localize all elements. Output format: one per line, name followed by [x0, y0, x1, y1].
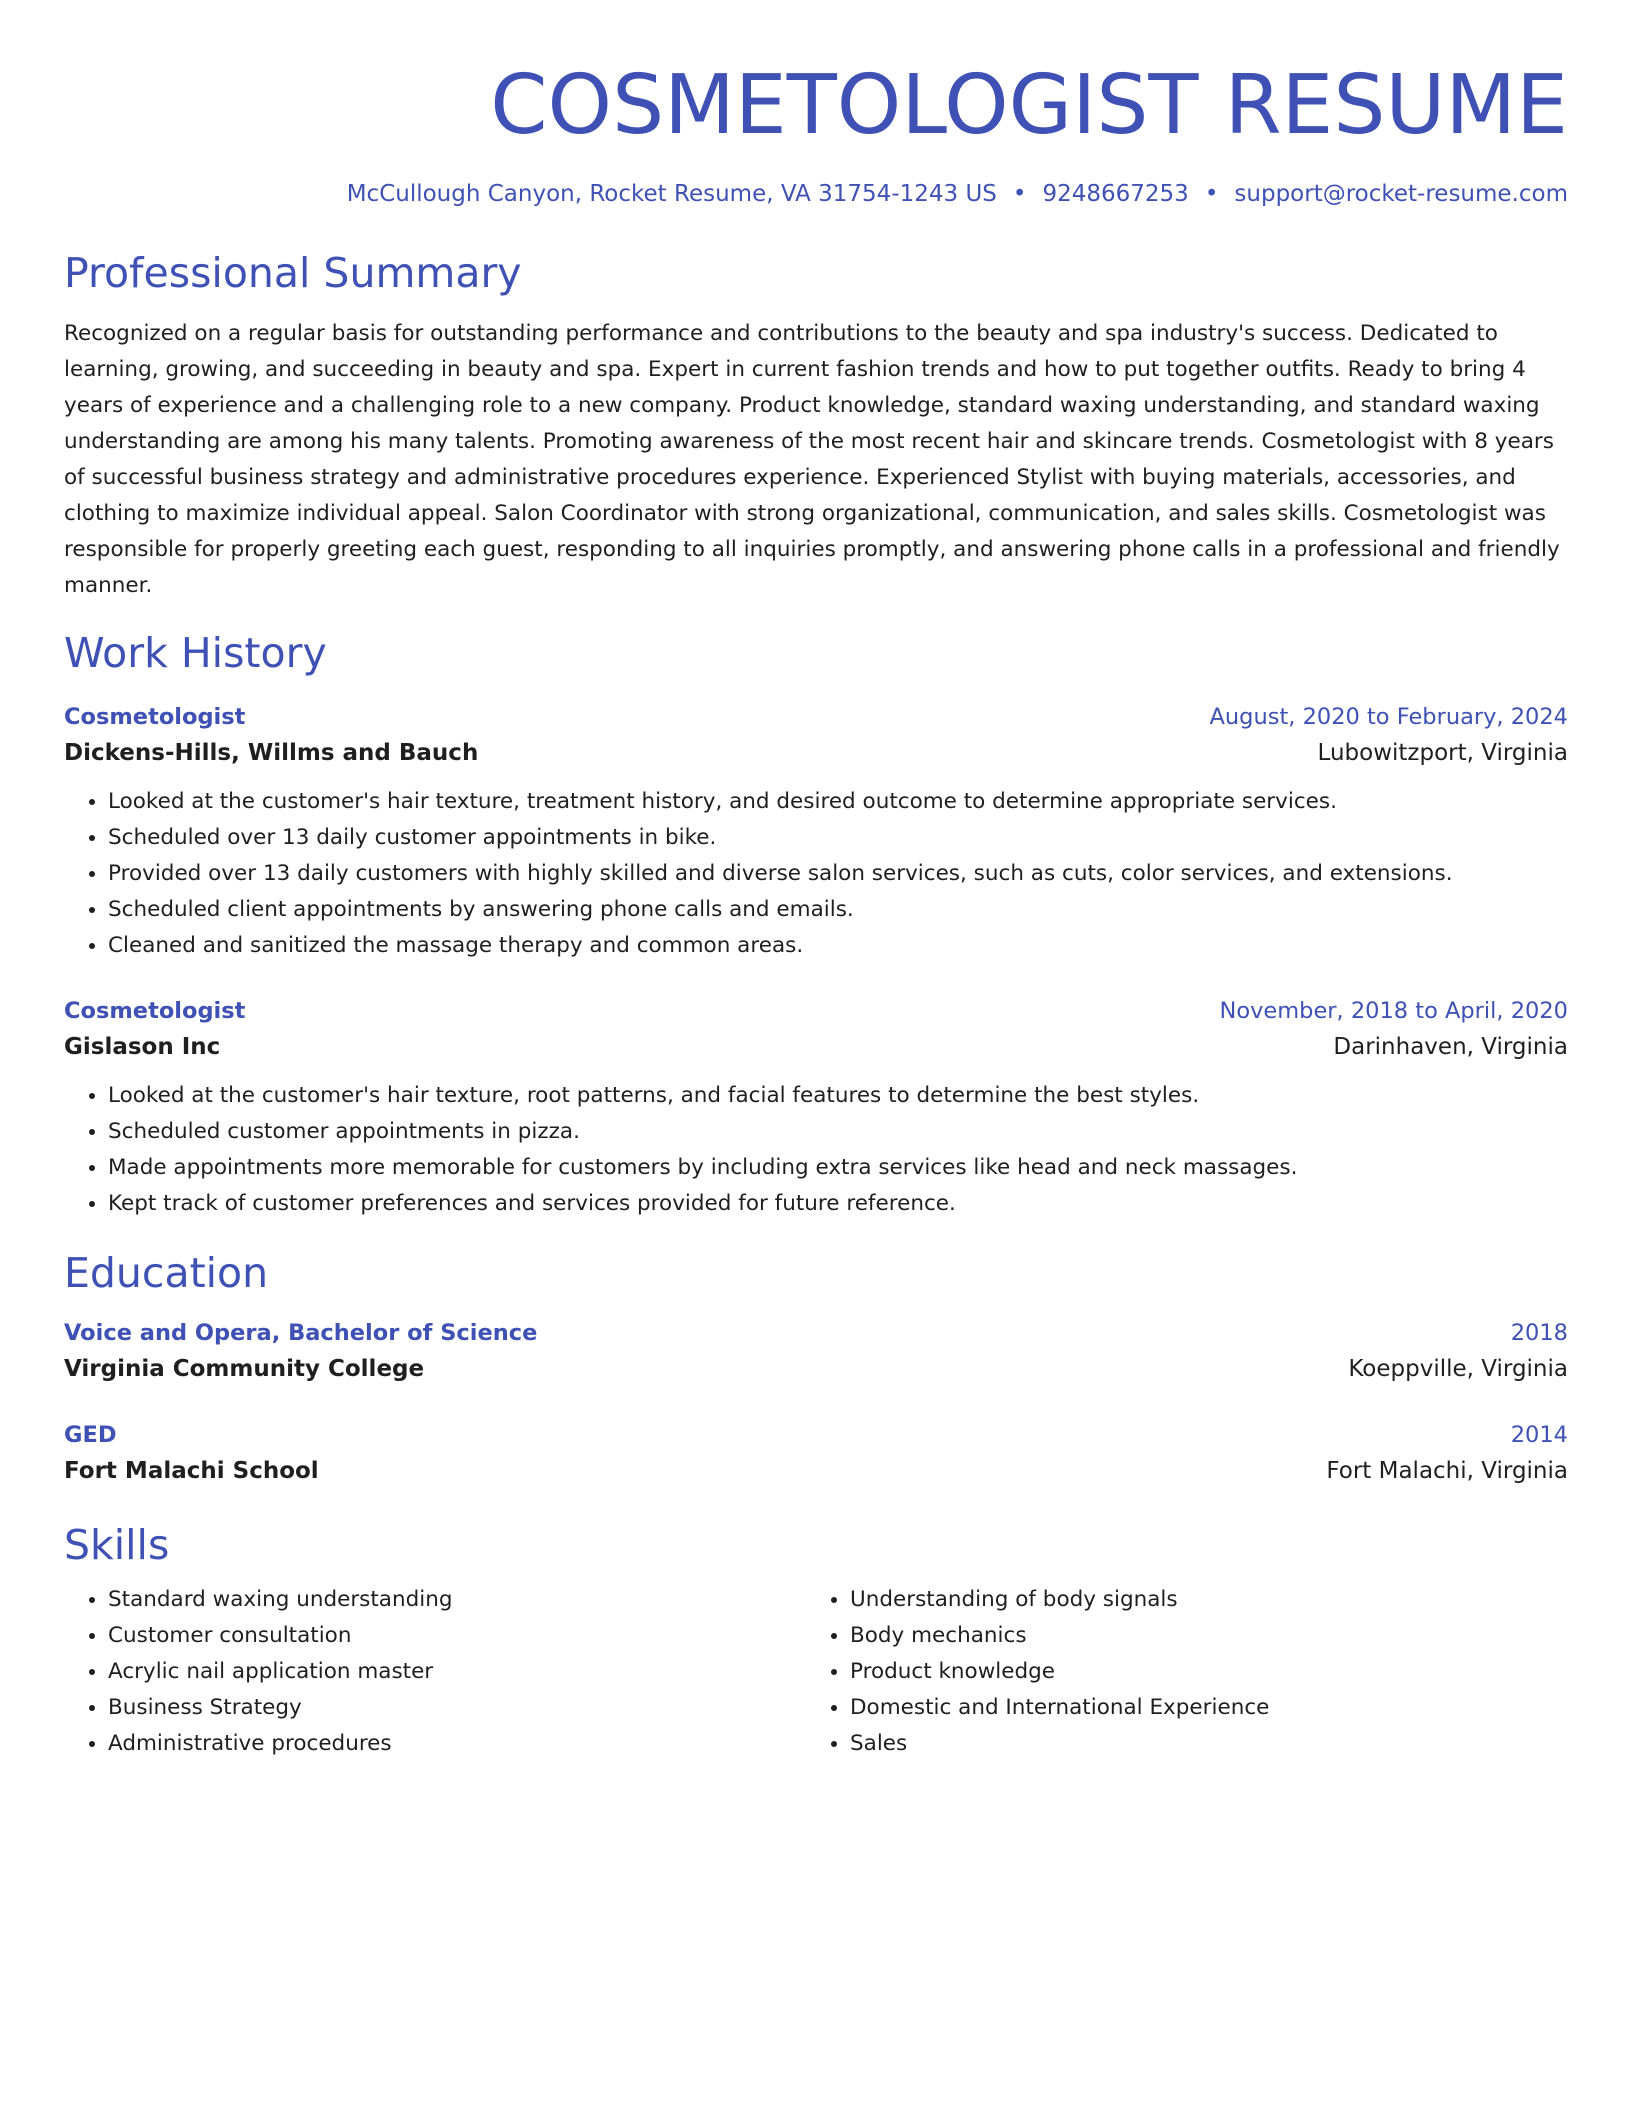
job-bullets: [64, 1078, 1568, 1222]
job-dates: August, 2020 to February, 2024: [1209, 704, 1568, 730]
work-history-heading: Work History: [64, 629, 327, 677]
education-heading: Education: [64, 1249, 269, 1297]
list-item: • Made appointments more memorable for customers by including extra services like head and neck massages.: [108, 1150, 1568, 1186]
job-bullets: [64, 784, 1568, 964]
list-item: • Scheduled over 13 daily customer appointments in bike.: [108, 820, 1568, 856]
education-location: Fort Malachi, Virginia: [1326, 1458, 1568, 1484]
job-title: Cosmetologist: [64, 704, 246, 730]
job-entry: [64, 700, 1568, 964]
list-item: • Cleaned and sanitized the massage therapy and common areas.: [108, 928, 1568, 964]
list-item: • Sales: [850, 1726, 1548, 1762]
skills-list: [64, 1582, 1568, 1762]
job-company-row: [64, 734, 1568, 772]
list-item: • Scheduled client appointments by answering phone calls and emails.: [108, 892, 1568, 928]
list-item: • Customer consultation: [108, 1618, 806, 1654]
education-school: Fort Malachi School: [64, 1458, 319, 1484]
education-entry: [64, 1418, 1568, 1490]
education-entry: [64, 1316, 1568, 1388]
list-item: • Administrative procedures: [108, 1726, 806, 1762]
job-location: Lubowitzport, Virginia: [1317, 740, 1568, 766]
resume-page: [64, 0, 1568, 1762]
education-location: Koeppville, Virginia: [1348, 1356, 1568, 1382]
education-degree-row: [64, 1418, 1568, 1452]
education-year: 2018: [1510, 1320, 1568, 1346]
contact-phone: 9248667253: [1042, 181, 1189, 207]
summary-text: Recognized on a regular basis for outstanding performance and contributions to the beauty and spa industry's success. Dedicated to learning, growing, and succeeding in beauty and spa. Expert in current fashion trends and how to put together outfits. Ready to bring 4 years of experience and a challenging role to a new company. Product knowledge, standard waxing understanding, and standard waxing understanding are among his many talents. Promoting awareness of the most recent hair and skincare trends. Cosmetologist with 8 years of successful business strategy and administrative procedures experience. Experienced Stylist with buying materials, accessories, and clothing to maximize individual appeal. Salon Coordinator with strong organizational, communication, and sales skills. Cosmetologist was responsible for properly greeting each guest, responding to all inquiries promptly, and answering phone calls in a professional and friendly manner.: [64, 321, 1560, 598]
list-item: • Looked at the customer's hair texture, treatment history, and desired outcome to determine appropriate services.: [108, 784, 1568, 820]
job-title: Cosmetologist: [64, 998, 246, 1024]
job-company: Dickens-Hills, Willms and Bauch: [64, 740, 479, 766]
education-degree: Voice and Opera, Bachelor of Science: [64, 1320, 538, 1346]
list-item: • Business Strategy: [108, 1690, 806, 1726]
education-year: 2014: [1510, 1422, 1568, 1448]
job-title-row: [64, 700, 1568, 734]
list-item: • Domestic and International Experience: [850, 1690, 1548, 1726]
job-dates: November, 2018 to April, 2020: [1219, 998, 1568, 1024]
list-item: • Kept track of customer preferences and services provided for future reference.: [108, 1186, 1568, 1222]
education-school-row: [64, 1452, 1568, 1490]
list-item: • Provided over 13 daily customers with highly skilled and diverse salon services, such as cuts, color services, and extensions.: [108, 856, 1568, 892]
contact-address: McCullough Canyon, Rocket Resume, VA 31754-1243 US: [346, 181, 997, 207]
contact-separator: •: [1012, 181, 1027, 207]
job-location: Darinhaven, Virginia: [1333, 1034, 1568, 1060]
job-company: Gislason Inc: [64, 1034, 221, 1060]
skills-column-right: [806, 1582, 1548, 1762]
list-item: • Acrylic nail application master: [108, 1654, 806, 1690]
contact-line: [64, 178, 1568, 210]
job-entry: [64, 994, 1568, 1222]
education-degree-row: [64, 1316, 1568, 1350]
education-school-row: [64, 1350, 1568, 1388]
resume-title: COSMETOLOGIST RESUME: [490, 58, 1568, 153]
list-item: • Understanding of body signals: [850, 1582, 1548, 1618]
list-item: • Scheduled customer appointments in pizza.: [108, 1114, 1568, 1150]
skills-column-left: [64, 1582, 806, 1762]
skills-heading: Skills: [64, 1521, 170, 1569]
list-item: • Standard waxing understanding: [108, 1582, 806, 1618]
summary-heading: Professional Summary: [64, 249, 522, 297]
contact-email: support@rocket-resume.com: [1234, 181, 1568, 207]
education-school: Virginia Community College: [64, 1356, 425, 1382]
education-degree: GED: [64, 1422, 117, 1448]
job-company-row: [64, 1028, 1568, 1066]
job-title-row: [64, 994, 1568, 1028]
list-item: • Looked at the customer's hair texture, root patterns, and facial features to determine the best styles.: [108, 1078, 1568, 1114]
contact-separator: •: [1204, 181, 1219, 207]
list-item: • Body mechanics: [850, 1618, 1548, 1654]
list-item: • Product knowledge: [850, 1654, 1548, 1690]
